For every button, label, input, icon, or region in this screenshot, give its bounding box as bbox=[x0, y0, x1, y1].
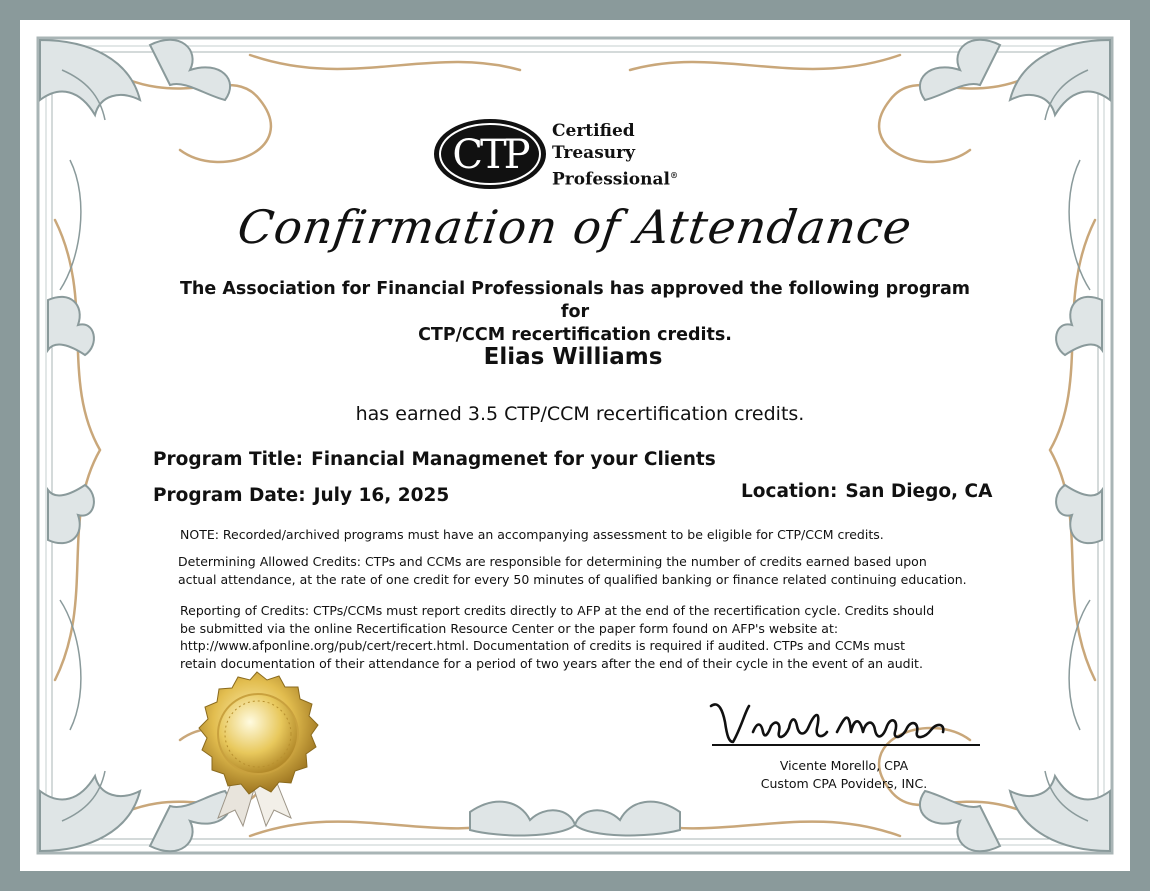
approval-statement bbox=[175, 278, 975, 347]
program-title-label: Program Title: bbox=[153, 449, 304, 470]
reporting-line-4: retain documentation of their attendance for a period of two years after the end of their cycle in the event of an audit. bbox=[180, 655, 923, 671]
logo-monogram: CTP bbox=[452, 132, 528, 178]
program-date-label: Program Date: bbox=[153, 485, 306, 506]
logo-line-certified: Certified bbox=[552, 121, 635, 141]
reporting-credits-note bbox=[180, 602, 980, 672]
location-label: Location: bbox=[741, 481, 838, 502]
credits-earned: has earned 3.5 CTP/CCM recertification credits. bbox=[355, 403, 805, 425]
signer-name: Vicente Morello, CPA bbox=[779, 758, 909, 773]
recipient-name: Elias Williams bbox=[483, 344, 663, 370]
reporting-line-2: be submitted via the online Recertification Resource Center or the paper form found on AFP's website at: bbox=[180, 620, 839, 636]
signer-company: Custom CPA Poviders, INC. bbox=[760, 776, 928, 791]
program-title-value: Financial Managmenet for your Clients bbox=[311, 449, 716, 470]
certificate-title: Confirmation of Attendance bbox=[234, 200, 916, 254]
reporting-line-1: Reporting of Credits: CTPs/CCMs must report credits directly to AFP at the end of the recertification cycle. Credits should bbox=[180, 603, 935, 618]
recorded-programs-note: NOTE: Recorded/archived programs must have an accompanying assessment to be eligible for CTP/CCM credits. bbox=[180, 527, 884, 542]
logo-line-treasury: Treasury bbox=[552, 143, 635, 163]
location-row bbox=[741, 481, 992, 502]
determining-credits-note bbox=[178, 553, 988, 588]
approval-line-1: The Association for Financial Professionals has approved the following program for bbox=[179, 279, 971, 322]
location-value: San Diego, CA bbox=[845, 481, 993, 502]
approval-line-2: CTP/CCM recertification credits. bbox=[418, 325, 732, 345]
gold-seal-icon bbox=[183, 668, 335, 828]
program-date-value: July 16, 2025 bbox=[313, 485, 450, 506]
signer-block bbox=[724, 757, 964, 793]
program-date-row bbox=[153, 485, 449, 506]
signature-line bbox=[712, 744, 980, 746]
program-title-row bbox=[153, 449, 716, 470]
registered-mark: ® bbox=[669, 170, 678, 180]
determining-line-1: Determining Allowed Credits: CTPs and CCMs are responsible for determining the number of credits earned based upon bbox=[178, 554, 927, 569]
logo-wordmark bbox=[552, 120, 678, 191]
logo-line-professional: Professional bbox=[552, 169, 670, 190]
determining-line-2: actual attendance, at the rate of one credit for every 50 minutes of qualified banking or finance related continuing education. bbox=[178, 571, 967, 587]
reporting-line-3: http://www.afponline.org/pub/cert/recert.html. Documentation of credits is required if audited. CTPs and CCMs must bbox=[180, 638, 906, 653]
